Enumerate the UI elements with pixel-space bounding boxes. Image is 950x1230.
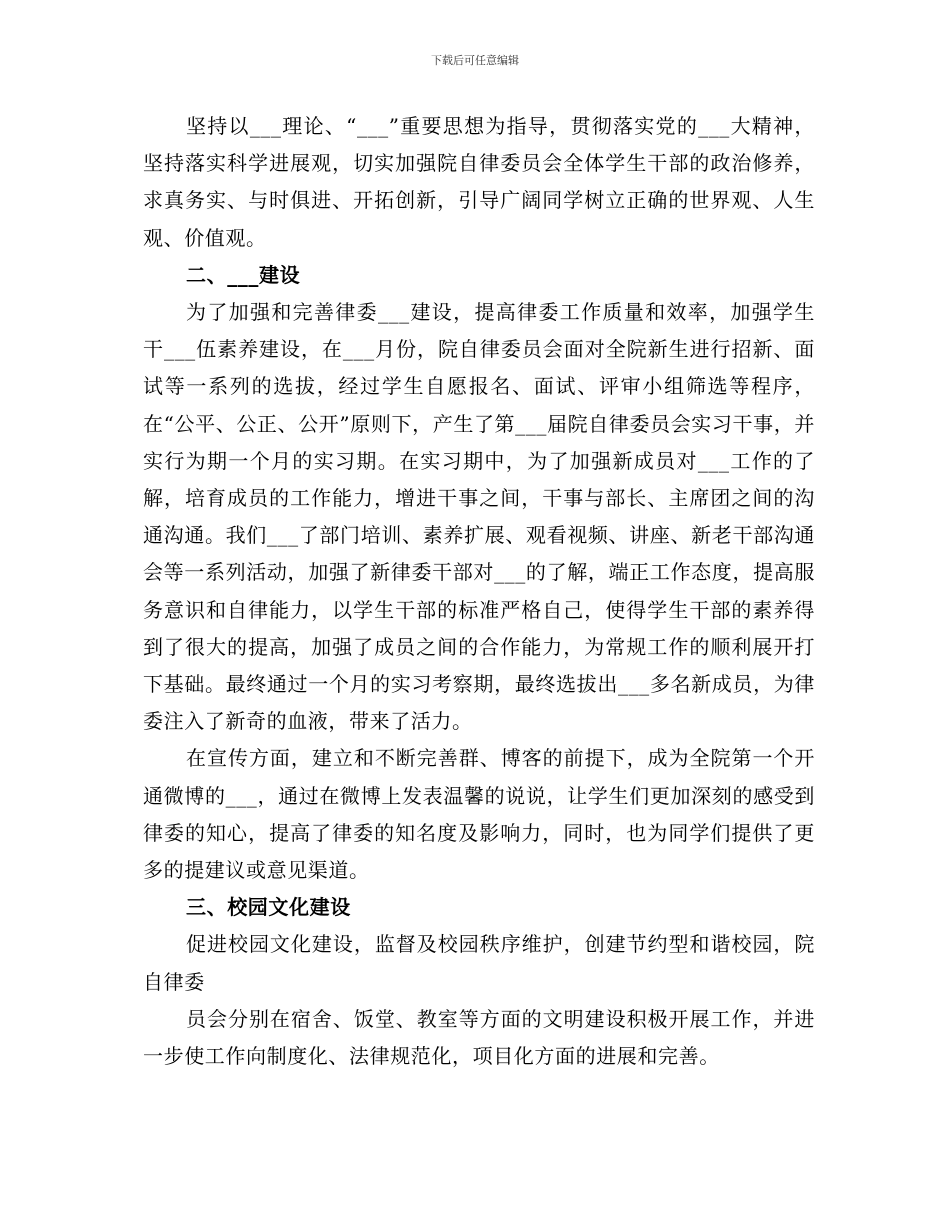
paragraph-team-building: 为了加强和完善律委___建设，提高律委工作质量和效率，加强学生干___伍素养建设，在___月份，院自律委员会面对全院新生进行招新、面试等一系列的选拔，经过学生自愿报名、面试、评审小组筛选等程序，在“公平、公正、公开”原则下，产生了第___届院自律委员会实习干事，并实行为期一个月的实习期。在实习期中，为了加强新成员对___工作的了解，培育成员的工作能力，增进干事之间，干事与部长、主席团之间的沟通沟通。我们___了部门培训、素养扩展、观看视频、讲座、新老干部沟通会等一系列活动，加强了新律委干部对___的了解，端正工作态度，提高服务意识和自律能力，以学生干部的标准严格自己，使得学生干部的素养得到了很大的提高，加强了成员之间的合作能力，为常规工作的顺利展开打下基础。最终通过一个月的实习考察期，最终选拔出___多名新成员，为律委注入了新奇的血液，带来了活力。 xyxy=(143,300,815,734)
page-header: 下载后可任意编辑 xyxy=(431,54,519,67)
paragraph-guiding-ideology: 坚持以___理论、“___”重要思想为指导，贯彻落实党的___大精神，坚持落实科学进展观，切实加强院自律委员会全体学生干部的政治修养，求真务实、与时俱进、开拓创新，引导广阔同学树立正确的世界观、人生观、价值观。 xyxy=(143,114,815,250)
document-body xyxy=(143,108,815,1075)
section-heading-2: 二、___建设 xyxy=(186,262,301,287)
paragraph-publicity: 在宣传方面，建立和不断完善群、博客的前提下，成为全院第一个开通微博的___，通过在微博上发表温馨的说说，让学生们更加深刻的感受到律委的知心，提高了律委的知名度及影响力，同时，也为同学们提供了更多的提建议或意见渠道。 xyxy=(143,746,815,883)
paragraph-committee-work: 员会分别在宿舍、饭堂、教室等方面的文明建设积极开展工作，并进一步使工作向制度化、法律规范化，项目化方面的进展和完善。 xyxy=(143,1006,815,1069)
section-heading-3: 三、校园文化建设 xyxy=(186,895,351,920)
paragraph-campus-culture: 促进校园文化建设，监督及校园秩序维护，创建节约型和谐校园，院自律委 xyxy=(143,932,815,994)
